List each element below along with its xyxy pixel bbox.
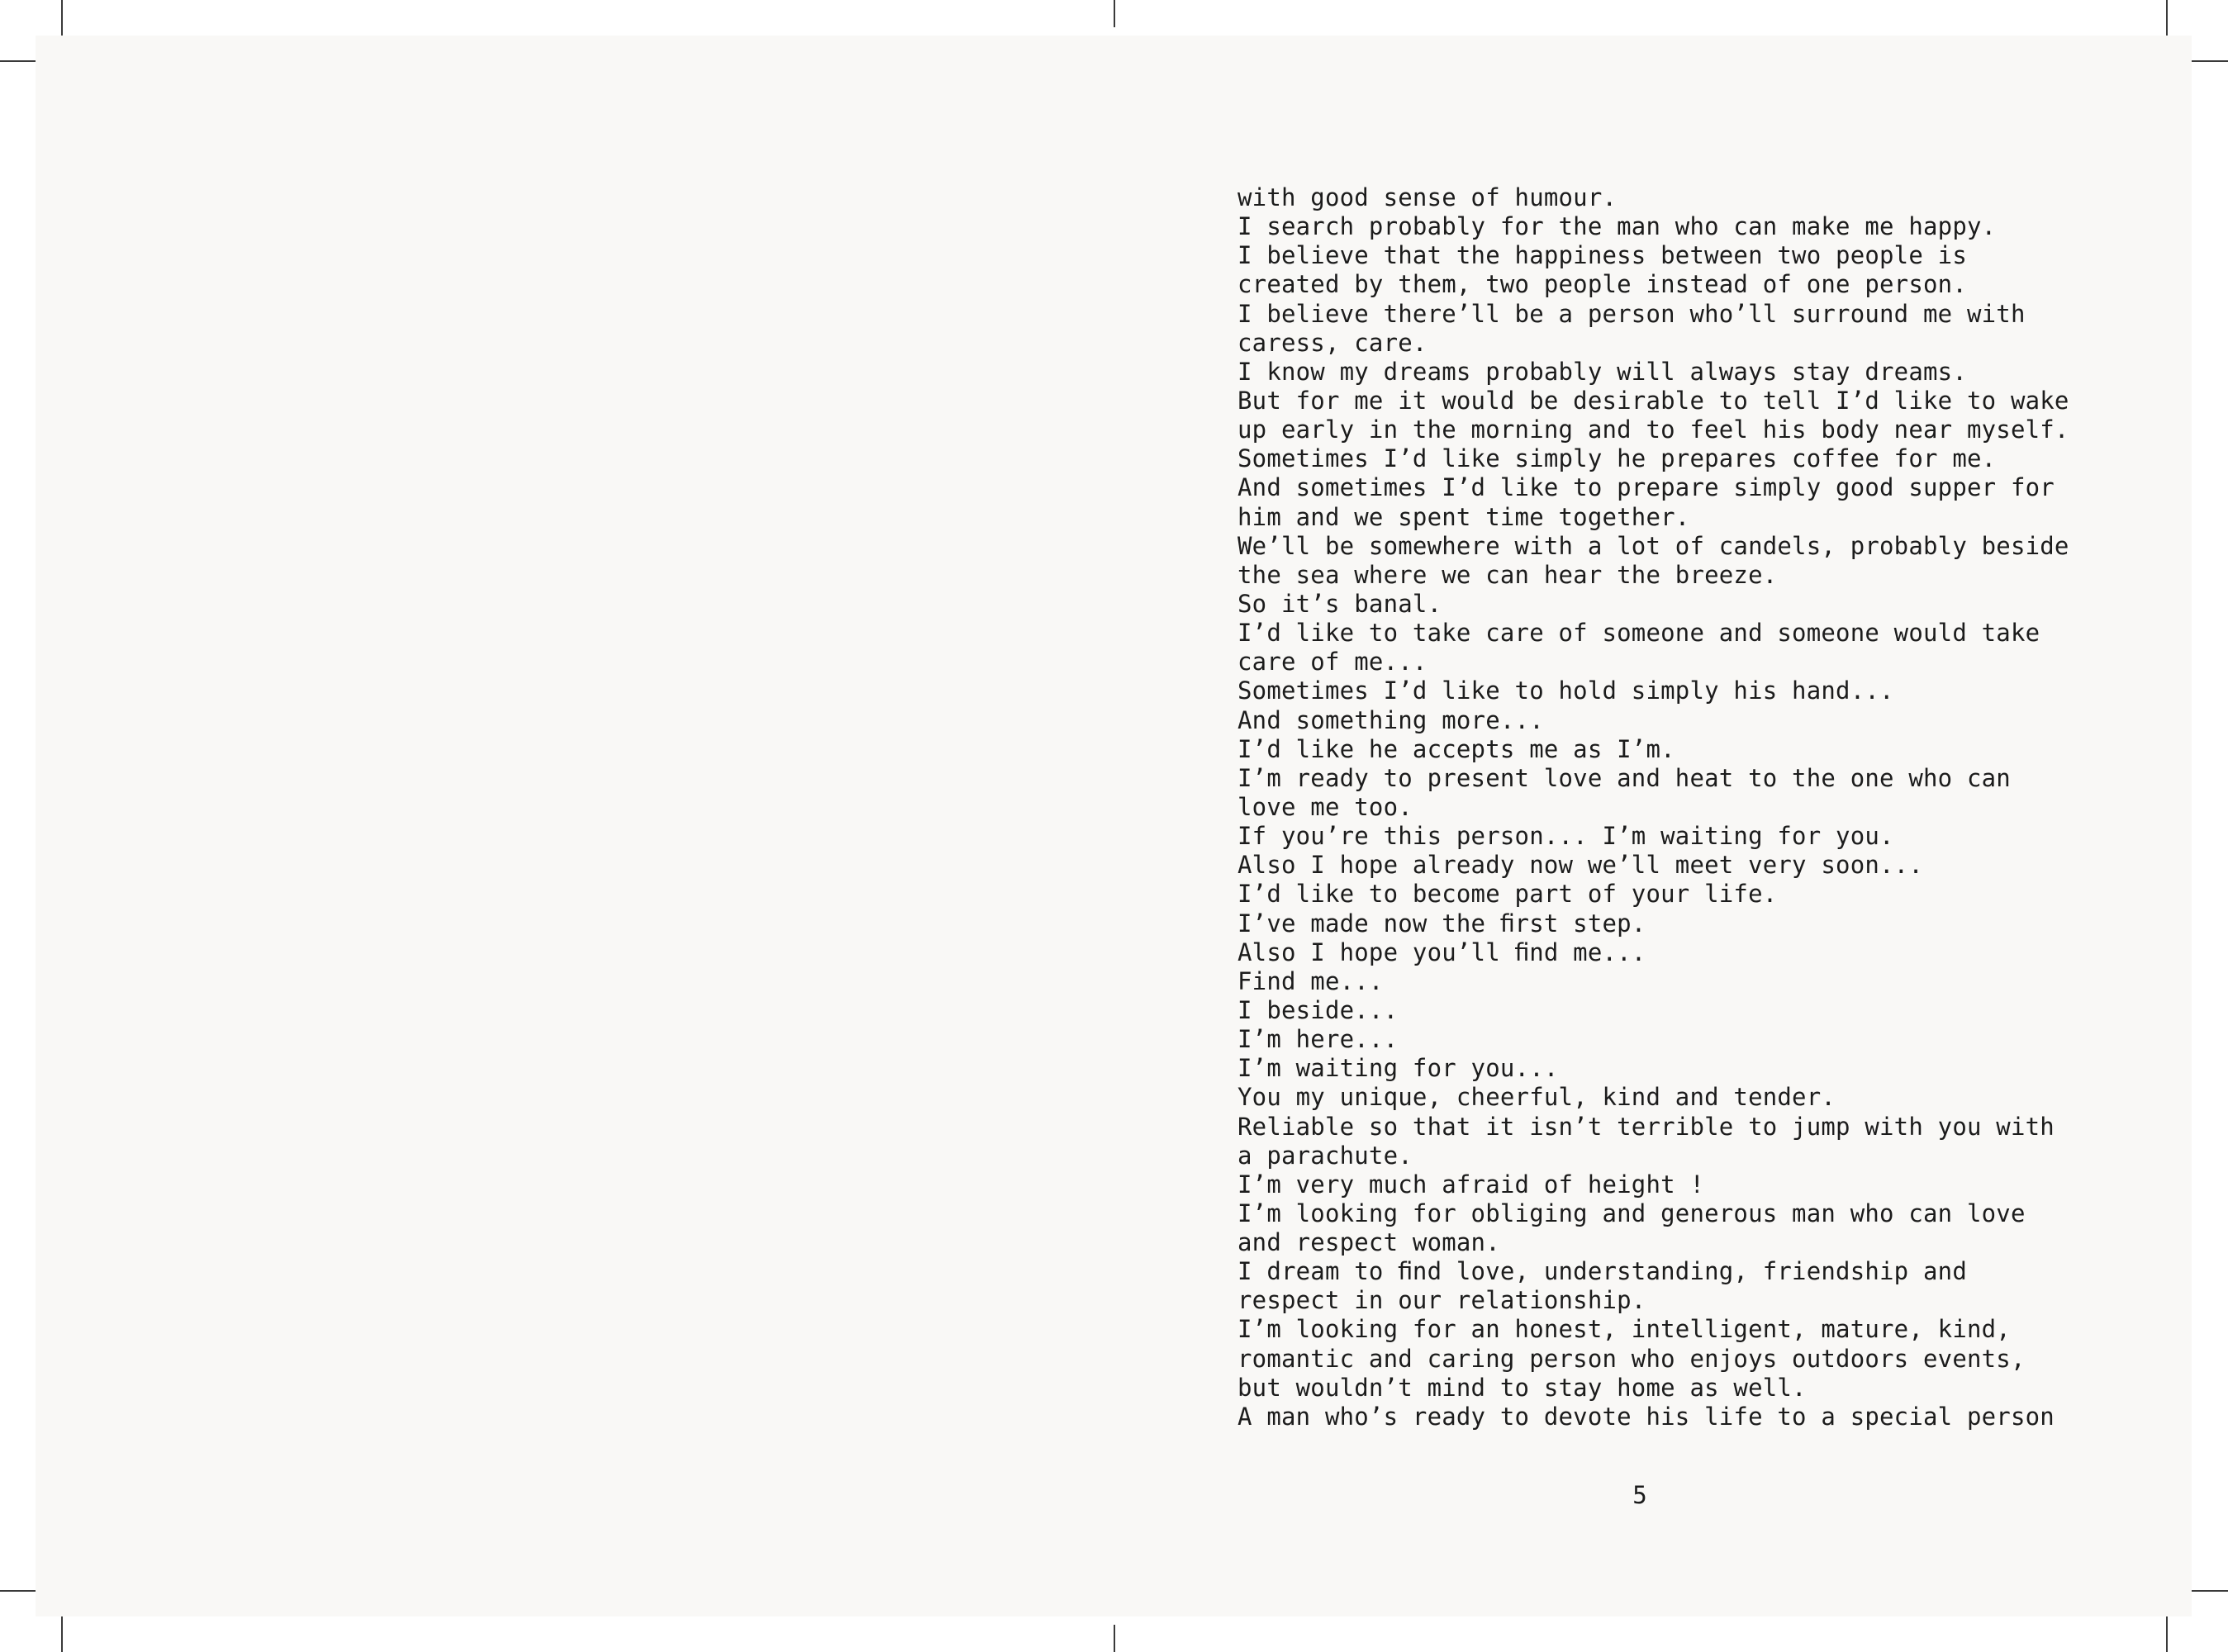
text-line: Reliable so that it isn’t terrible to jump with you with bbox=[1238, 1112, 2055, 1141]
page-body-text bbox=[1238, 183, 2163, 1431]
text-line: I’d like to become part of your life. bbox=[1238, 880, 1778, 909]
text-line: I dream to ﬁnd love, understanding, friendship and bbox=[1238, 1257, 1967, 1286]
text-line: I believe that the happiness between two people is bbox=[1238, 241, 1967, 270]
crop-mark-top-right bbox=[2166, 0, 2168, 36]
text-line: I beside... bbox=[1238, 995, 1399, 1024]
text-line: I’m ready to present love and heat to the one who can bbox=[1238, 763, 2011, 792]
text-line: caress, care. bbox=[1238, 328, 1428, 357]
text-line: I’m looking for obliging and generous man who can love bbox=[1238, 1199, 2026, 1227]
text-line: I’m very much afraid of height ! bbox=[1238, 1170, 1705, 1199]
text-line: I believe there’ll be a person who’ll surround me with bbox=[1238, 299, 2026, 328]
text-line: romantic and caring person who enjoys outdoors events, bbox=[1238, 1344, 2026, 1373]
text-line: I’ve made now the ﬁrst step. bbox=[1238, 909, 1646, 938]
text-line: Also I hope already now we’ll meet very soon... bbox=[1238, 851, 1923, 880]
text-line: respect in our relationship. bbox=[1238, 1286, 1646, 1315]
text-line: Also I hope you’ll ﬁnd me... bbox=[1238, 938, 1646, 966]
text-line: and respect woman. bbox=[1238, 1228, 1500, 1257]
text-line: Sometimes I’d like simply he prepares coffee for me. bbox=[1238, 444, 1997, 473]
text-line: You my unique, cheerful, kind and tender. bbox=[1238, 1083, 1836, 1112]
text-line: created by them, two people instead of one person. bbox=[1238, 270, 1967, 299]
text-line: I’m here... bbox=[1238, 1025, 1399, 1054]
text-line: love me too. bbox=[1238, 792, 1413, 821]
page-number: 5 bbox=[1632, 1481, 1647, 1509]
text-line: I’d like he accepts me as I’m. bbox=[1238, 734, 1675, 763]
text-line: I’d like to take care of someone and someone would take bbox=[1238, 619, 2040, 648]
text-line: a parachute. bbox=[1238, 1141, 1413, 1170]
text-line: And something more... bbox=[1238, 705, 1544, 734]
text-line: Sometimes I’d like to hold simply his hand... bbox=[1238, 676, 1894, 705]
text-line: I search probably for the man who can make me happy. bbox=[1238, 212, 1997, 241]
text-line: Find me... bbox=[1238, 966, 1384, 995]
text-line: I know my dreams probably will always stay dreams. bbox=[1238, 357, 1967, 386]
text-line: up early in the morning and to feel his body near myself. bbox=[1238, 415, 2069, 444]
text-line: And sometimes I’d like to prepare simply good supper for bbox=[1238, 473, 2055, 502]
text-line: him and we spent time together. bbox=[1238, 502, 1690, 531]
text-line: but wouldn’t mind to stay home as well. bbox=[1238, 1373, 1807, 1402]
crop-mark-bottom-center bbox=[1114, 1625, 1115, 1652]
text-line: the sea where we can hear the breeze. bbox=[1238, 560, 1778, 589]
text-line: If you’re this person... I’m waiting for you. bbox=[1238, 822, 1894, 851]
crop-mark-top-center bbox=[1114, 0, 1115, 27]
text-line: I’m waiting for you... bbox=[1238, 1054, 1559, 1083]
text-line: care of me... bbox=[1238, 648, 1428, 676]
text-line: We’ll be somewhere with a lot of candels, probably beside bbox=[1238, 531, 2069, 560]
crop-mark-top-left bbox=[61, 0, 63, 36]
text-line: A man who’s ready to devote his life to a special person bbox=[1238, 1402, 2055, 1431]
text-line: with good sense of humour. bbox=[1238, 183, 1618, 211]
text-line: But for me it would be desirable to tell I’d like to wake bbox=[1238, 386, 2069, 415]
text-line: I’m looking for an honest, intelligent, mature, kind, bbox=[1238, 1315, 2011, 1344]
text-line: So it’s banal. bbox=[1238, 589, 1442, 618]
